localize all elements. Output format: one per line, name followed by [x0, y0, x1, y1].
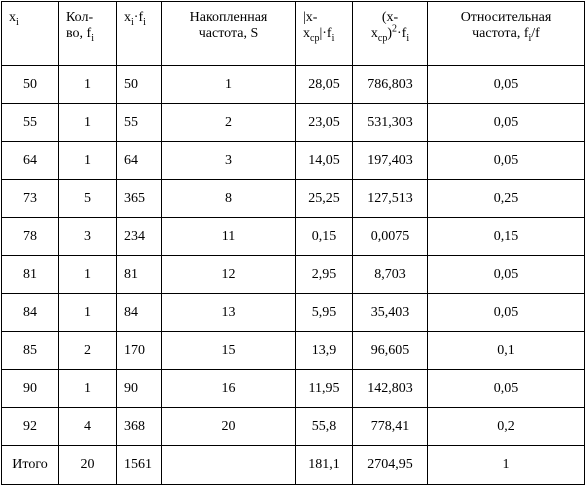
table-row — [2, 332, 585, 370]
table-row — [2, 370, 585, 408]
cell-xi: 85 — [2, 332, 59, 370]
cell-xi: 92 — [2, 408, 59, 446]
cell-count: 1 — [59, 104, 117, 142]
table-row — [2, 142, 585, 180]
cell-total-xi-fi: 1561 — [117, 446, 162, 485]
cell-xi-fi: 368 — [117, 408, 162, 446]
cell-abs-deviation: 0,15 — [296, 218, 353, 256]
cell-sq-deviation: 35,403 — [353, 294, 428, 332]
header-absolute-deviation: |x- $x_{ср}|\cdot f_i$ — [296, 2, 353, 66]
cell-xi-fi: 234 — [117, 218, 162, 256]
cell-count: 5 — [59, 180, 117, 218]
cell-xi-fi: 90 — [117, 370, 162, 408]
cell-xi: 81 — [2, 256, 59, 294]
header-xi: $x_i$ — [2, 2, 59, 66]
table-row — [2, 66, 585, 104]
cell-total-label: Итого — [2, 446, 59, 485]
cell-sq-deviation: 127,513 — [353, 180, 428, 218]
cell-xi-fi: 55 — [117, 104, 162, 142]
cell-xi: 55 — [2, 104, 59, 142]
cell-xi: 84 — [2, 294, 59, 332]
cell-abs-deviation: 13,9 — [296, 332, 353, 370]
cell-relative: 0,05 — [428, 142, 585, 180]
header-count: Кол- во, $f_i$ — [59, 2, 117, 66]
cell-abs-deviation: 28,05 — [296, 66, 353, 104]
table-row — [2, 104, 585, 142]
cell-xi: 64 — [2, 142, 59, 180]
cell-total-abs-deviation: 181,1 — [296, 446, 353, 485]
table-header — [2, 2, 585, 66]
cell-total-count: 20 — [59, 446, 117, 485]
cell-xi-fi: 64 — [117, 142, 162, 180]
cell-relative: 0,1 — [428, 332, 585, 370]
header-cumulative-frequency: Накопленная частота, S — [162, 2, 296, 66]
cell-relative: 0,05 — [428, 294, 585, 332]
total-row — [2, 446, 585, 485]
cell-sq-deviation: 197,403 — [353, 142, 428, 180]
header-xi-fi: $x_i\cdot f_i$ — [117, 2, 162, 66]
cell-relative: 0,05 — [428, 104, 585, 142]
cell-cumulative: 2 — [162, 104, 296, 142]
cell-xi-fi: 50 — [117, 66, 162, 104]
table-row — [2, 294, 585, 332]
cell-relative: 0,05 — [428, 256, 585, 294]
cell-sq-deviation: 0,0075 — [353, 218, 428, 256]
table-row — [2, 180, 585, 218]
cell-xi: 73 — [2, 180, 59, 218]
cell-cumulative: 13 — [162, 294, 296, 332]
cell-sq-deviation: 142,803 — [353, 370, 428, 408]
cell-xi: 78 — [2, 218, 59, 256]
cell-relative: 0,2 — [428, 408, 585, 446]
cell-count: 3 — [59, 218, 117, 256]
cell-sq-deviation: 96,605 — [353, 332, 428, 370]
cell-cumulative: 15 — [162, 332, 296, 370]
cell-xi-fi: 81 — [117, 256, 162, 294]
cell-xi-fi: 170 — [117, 332, 162, 370]
cell-total-sq-deviation: 2704,95 — [353, 446, 428, 485]
cell-abs-deviation: 23,05 — [296, 104, 353, 142]
cell-count: 2 — [59, 332, 117, 370]
cell-count: 1 — [59, 66, 117, 104]
header-row — [2, 2, 585, 66]
cell-total-relative: 1 — [428, 446, 585, 485]
cell-sq-deviation: 778,41 — [353, 408, 428, 446]
cell-cumulative: 11 — [162, 218, 296, 256]
cell-sq-deviation: 786,803 — [353, 66, 428, 104]
cell-abs-deviation: 55,8 — [296, 408, 353, 446]
cell-relative: 0,25 — [428, 180, 585, 218]
cell-cumulative: 16 — [162, 370, 296, 408]
table-body — [2, 66, 585, 485]
cell-abs-deviation: 2,95 — [296, 256, 353, 294]
cell-abs-deviation: 25,25 — [296, 180, 353, 218]
cell-cumulative: 12 — [162, 256, 296, 294]
cell-count: 4 — [59, 408, 117, 446]
cell-cumulative: 3 — [162, 142, 296, 180]
cell-abs-deviation: 14,05 — [296, 142, 353, 180]
cell-xi: 90 — [2, 370, 59, 408]
cell-count: 1 — [59, 142, 117, 180]
cell-xi: 50 — [2, 66, 59, 104]
cell-xi-fi: 84 — [117, 294, 162, 332]
cell-total-cumulative — [162, 446, 296, 485]
table-row — [2, 218, 585, 256]
cell-abs-deviation: 5,95 — [296, 294, 353, 332]
cell-abs-deviation: 11,95 — [296, 370, 353, 408]
cell-count: 1 — [59, 294, 117, 332]
cell-cumulative: 8 — [162, 180, 296, 218]
cell-sq-deviation: 8,703 — [353, 256, 428, 294]
cell-relative: 0,05 — [428, 66, 585, 104]
cell-count: 1 — [59, 370, 117, 408]
table-row — [2, 408, 585, 446]
table-row — [2, 256, 585, 294]
cell-relative: 0,05 — [428, 370, 585, 408]
cell-xi-fi: 365 — [117, 180, 162, 218]
cell-sq-deviation: 531,303 — [353, 104, 428, 142]
cell-cumulative: 1 — [162, 66, 296, 104]
cell-count: 1 — [59, 256, 117, 294]
cell-relative: 0,15 — [428, 218, 585, 256]
cell-cumulative: 20 — [162, 408, 296, 446]
header-squared-deviation: (x- $x_{ср})^2\cdot f_i$ — [353, 2, 428, 66]
header-relative-frequency: Относительная частота, $f_i/f$ — [428, 2, 585, 66]
frequency-table — [1, 1, 585, 485]
